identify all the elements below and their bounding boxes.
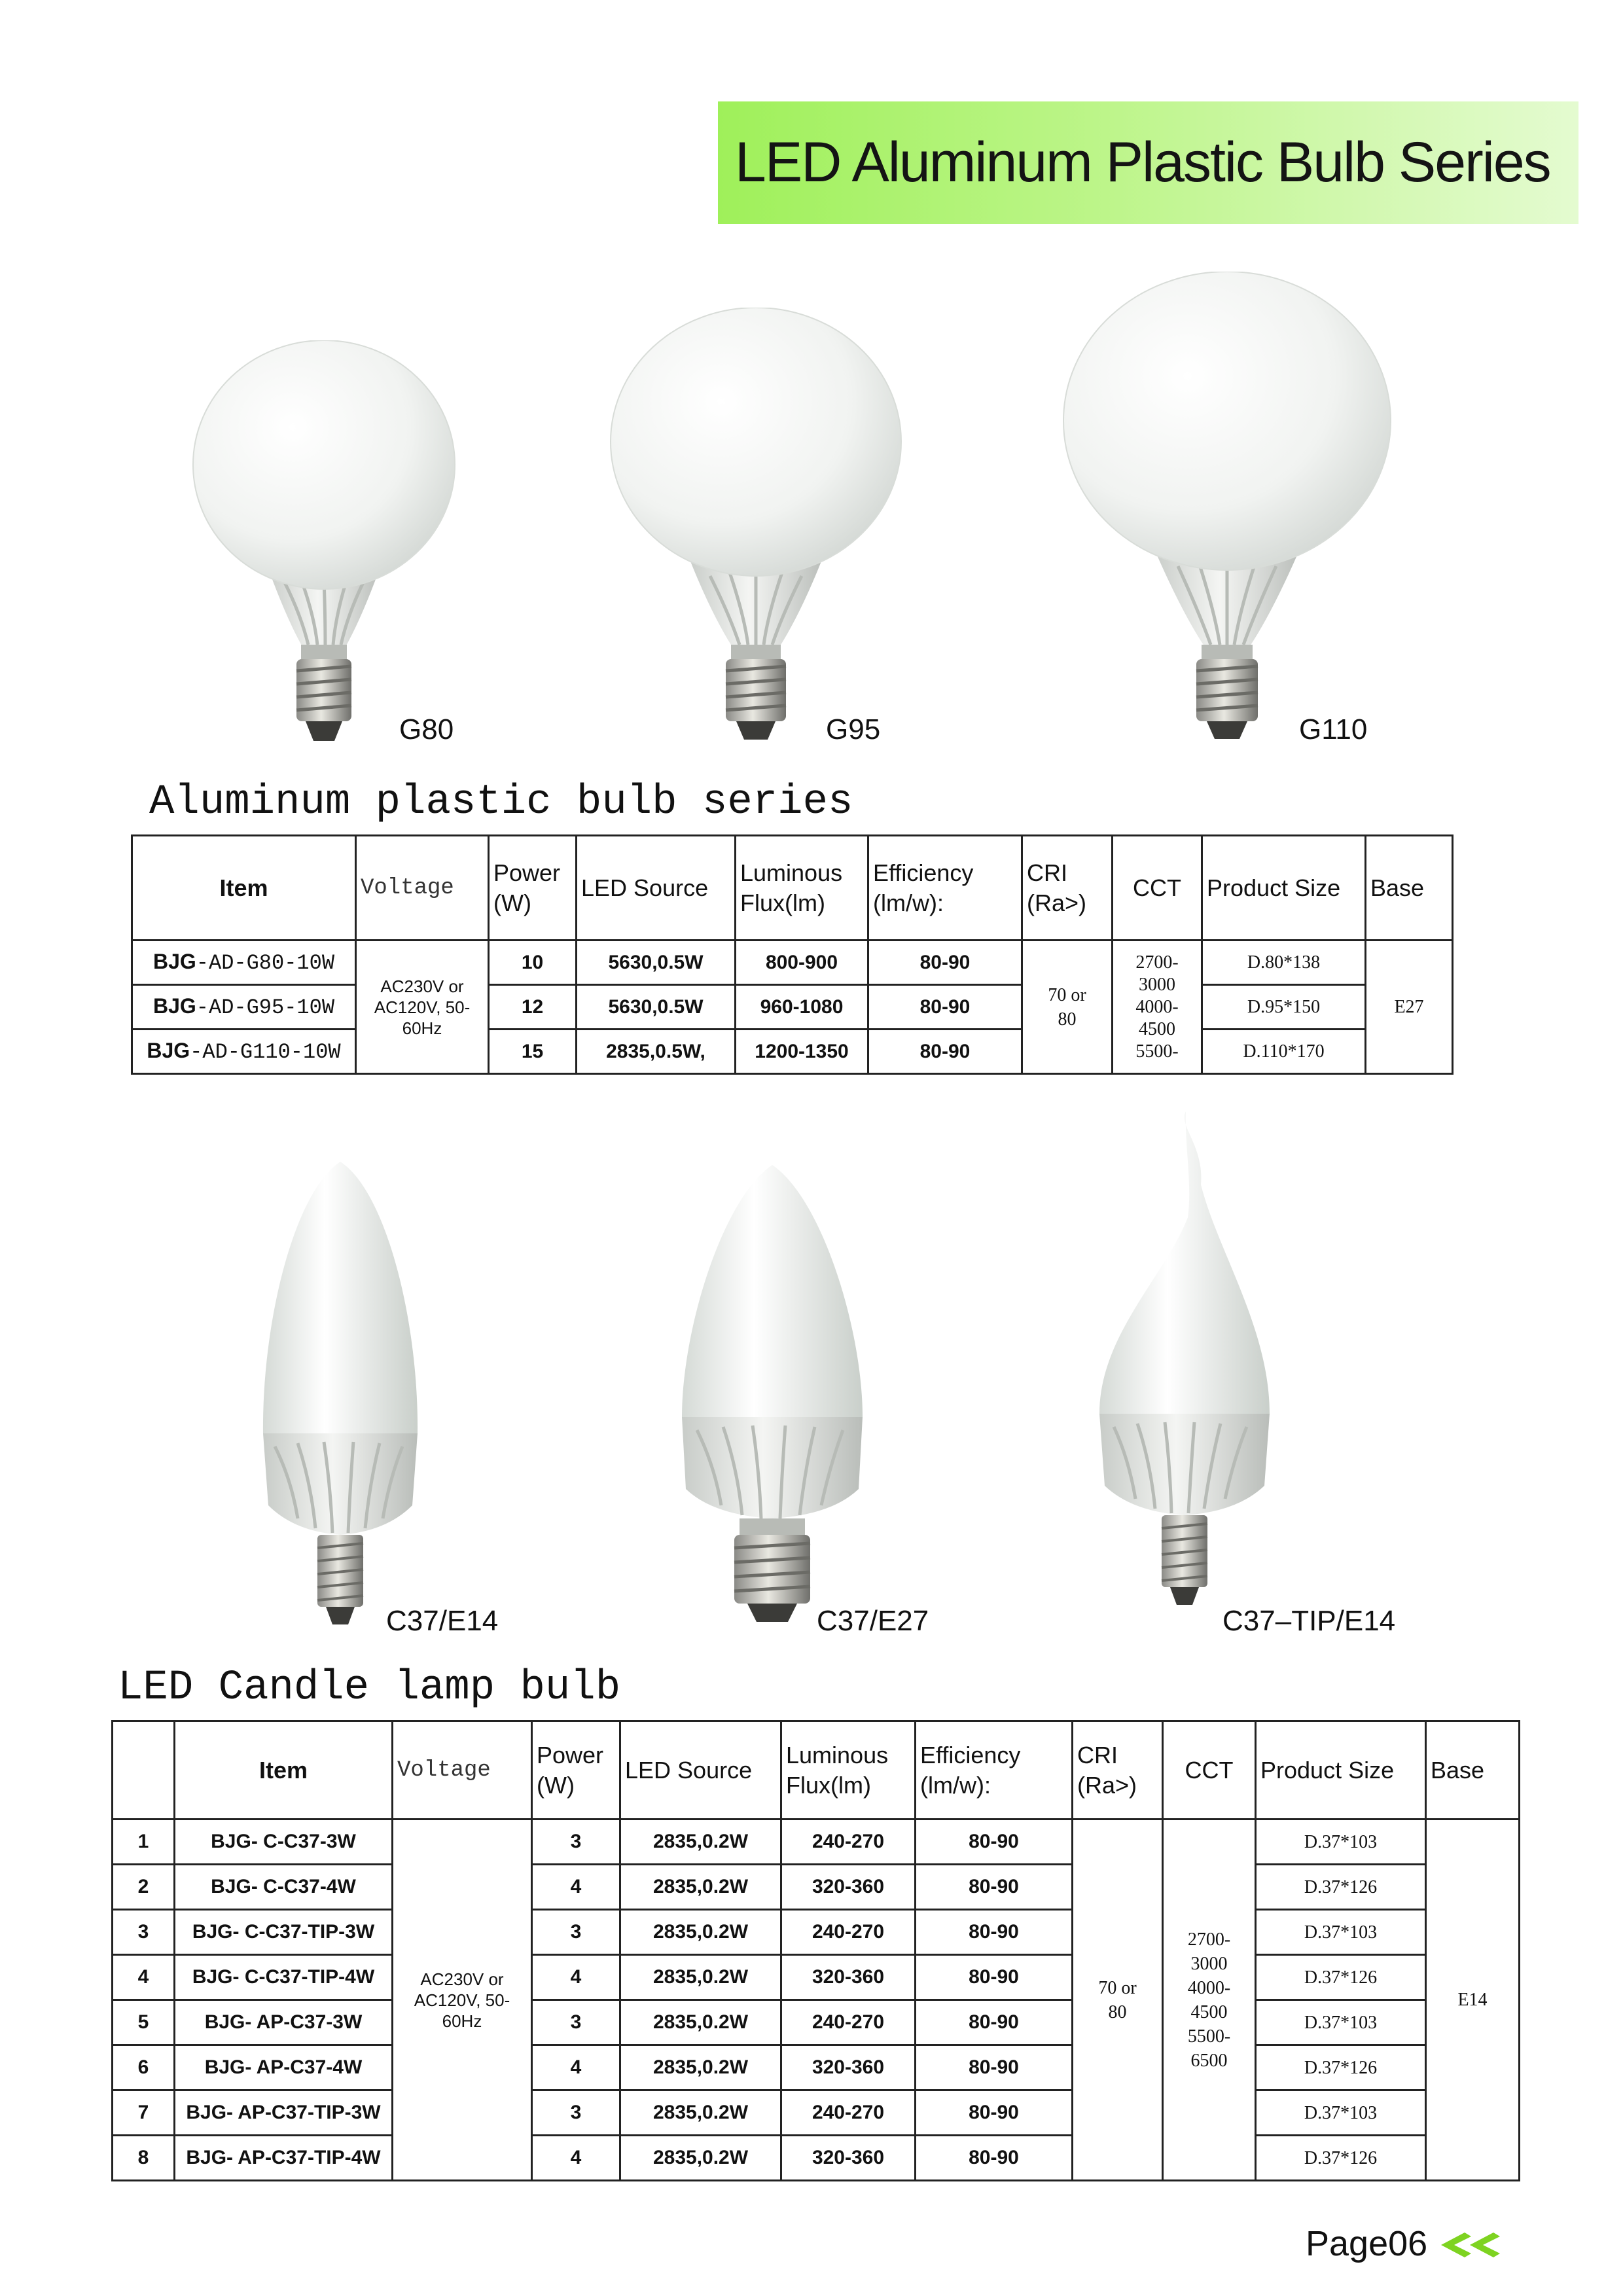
table-row — [113, 1865, 1520, 1910]
header-product-size: Product Size — [1256, 1721, 1426, 1820]
c37-e14-bulb-image — [255, 1152, 425, 1630]
flux-cell: 800-900 — [736, 941, 868, 985]
led-source-cell: 2835,0.2W — [620, 2090, 781, 2136]
row-number: 3 — [113, 1910, 175, 1955]
c37-tip-e14-bulb-image — [1073, 1106, 1289, 1630]
header-luminous-flux: Luminous Flux(lm) — [781, 1721, 916, 1820]
efficiency-cell: 80-90 — [916, 2136, 1073, 2181]
efficiency-cell: 80-90 — [916, 1910, 1073, 1955]
table-header-row — [132, 836, 1453, 941]
header-cct: CCT — [1113, 836, 1202, 941]
efficiency-cell: 80-90 — [916, 2000, 1073, 2045]
header-base: Base — [1366, 836, 1453, 941]
table-row — [132, 1030, 1453, 1074]
size-cell: D.37*103 — [1256, 1910, 1426, 1955]
led-source-cell: 2835,0.2W — [620, 2000, 781, 2045]
efficiency-cell: 80-90 — [916, 2090, 1073, 2136]
item-cell: BJG- C-C37-3W — [175, 1820, 393, 1865]
flux-cell: 240-270 — [781, 1820, 916, 1865]
aluminum-spec-table — [131, 834, 1454, 1075]
led-source-cell: 2835,0.5W, — [577, 1030, 736, 1074]
header-power: Power (W) — [489, 836, 577, 941]
header-voltage: Voltage — [393, 1721, 532, 1820]
table-row — [113, 1910, 1520, 1955]
header-power: Power (W) — [532, 1721, 620, 1820]
size-cell: D.37*126 — [1256, 1865, 1426, 1910]
header-item: Item — [175, 1721, 393, 1820]
power-cell: 4 — [532, 1865, 620, 1910]
item-cell: BJG-AD-G95-10W — [132, 985, 356, 1030]
power-cell: 4 — [532, 1955, 620, 2000]
table-row — [132, 985, 1453, 1030]
size-cell: D.37*126 — [1256, 1955, 1426, 2000]
title-banner — [718, 101, 1578, 224]
header-base: Base — [1426, 1721, 1520, 1820]
item-cell: BJG-AD-G110-10W — [132, 1030, 356, 1074]
efficiency-cell: 80-90 — [916, 1865, 1073, 1910]
header-product-size: Product Size — [1202, 836, 1366, 941]
aluminum-series-title: Aluminum plastic bulb series — [149, 779, 853, 826]
header-cri: CRI (Ra>) — [1022, 836, 1113, 941]
header-index — [113, 1721, 175, 1820]
header-led-source: LED Source — [577, 836, 736, 941]
flux-cell: 320-360 — [781, 1865, 916, 1910]
c37-e27-bulb-image — [674, 1158, 870, 1630]
item-cell: BJG- AP-C37-TIP-4W — [175, 2136, 393, 2181]
size-cell: D.37*126 — [1256, 2136, 1426, 2181]
power-cell: 10 — [489, 941, 577, 985]
c37-e14-label: C37/E14 — [386, 1605, 499, 1637]
c37-tip-e14-label: C37–TIP/E14 — [1222, 1605, 1396, 1637]
size-cell: D.110*170 — [1202, 1030, 1366, 1074]
efficiency-cell: 80-90 — [916, 1820, 1073, 1865]
flux-cell: 320-360 — [781, 1955, 916, 2000]
led-source-cell: 5630,0.5W — [577, 985, 736, 1030]
size-cell: D.37*126 — [1256, 2045, 1426, 2090]
header-efficiency: Efficiency (lm/w): — [868, 836, 1022, 941]
header-item: Item — [132, 836, 356, 941]
voltage-cell: AC230V or AC120V, 50- 60Hz — [393, 1820, 532, 2181]
cri-cell: 70 or 80 — [1022, 941, 1113, 1074]
efficiency-cell: 80-90 — [868, 985, 1022, 1030]
header-led-source: LED Source — [620, 1721, 781, 1820]
power-cell: 3 — [532, 2000, 620, 2045]
base-cell: E14 — [1426, 1820, 1520, 2181]
size-cell: D.37*103 — [1256, 1820, 1426, 1865]
g95-bulb-image — [599, 308, 913, 753]
g110-label: G110 — [1299, 713, 1368, 745]
flux-cell: 240-270 — [781, 2090, 916, 2136]
item-cell: BJG- C-C37-TIP-4W — [175, 1955, 393, 2000]
table-row — [113, 2000, 1520, 2045]
row-number: 7 — [113, 2090, 175, 2136]
led-source-cell: 2835,0.2W — [620, 1820, 781, 1865]
item-cell: BJG-AD-G80-10W — [132, 941, 356, 985]
led-source-cell: 2835,0.2W — [620, 2045, 781, 2090]
row-number: 1 — [113, 1820, 175, 1865]
power-cell: 3 — [532, 2090, 620, 2136]
efficiency-cell: 80-90 — [868, 941, 1022, 985]
header-luminous-flux: Luminous Flux(lm) — [736, 836, 868, 941]
item-cell: BJG- C-C37-TIP-3W — [175, 1910, 393, 1955]
item-cell: BJG- AP-C37-4W — [175, 2045, 393, 2090]
flux-cell: 320-360 — [781, 2136, 916, 2181]
size-cell: D.80*138 — [1202, 941, 1366, 985]
size-cell: D.37*103 — [1256, 2000, 1426, 2045]
efficiency-cell: 80-90 — [916, 2045, 1073, 2090]
candle-spec-table — [111, 1720, 1520, 2181]
cct-cell: 2700- 3000 4000- 4500 5500- 6500 — [1163, 1820, 1256, 2181]
header-efficiency: Efficiency (lm/w): — [916, 1721, 1073, 1820]
flux-cell: 1200-1350 — [736, 1030, 868, 1074]
power-cell: 12 — [489, 985, 577, 1030]
power-cell: 3 — [532, 1820, 620, 1865]
row-number: 8 — [113, 2136, 175, 2181]
led-source-cell: 2835,0.2W — [620, 1910, 781, 1955]
table-row — [113, 1955, 1520, 2000]
led-source-cell: 2835,0.2W — [620, 1955, 781, 2000]
power-cell: 4 — [532, 2045, 620, 2090]
led-source-cell: 2835,0.2W — [620, 1865, 781, 1910]
page-number: Page06 — [1306, 2224, 1428, 2263]
base-cell: E27 — [1366, 941, 1453, 1074]
item-cell: BJG- AP-C37-TIP-3W — [175, 2090, 393, 2136]
page-title: LED Aluminum Plastic Bulb Series — [735, 131, 1550, 194]
double-chevron-left-icon — [1433, 2230, 1505, 2263]
table-row — [113, 2045, 1520, 2090]
item-cell: BJG- AP-C37-3W — [175, 2000, 393, 2045]
table-row — [132, 941, 1453, 985]
efficiency-cell: 80-90 — [868, 1030, 1022, 1074]
table-header-row — [113, 1721, 1520, 1820]
table-row — [113, 2136, 1520, 2181]
candle-series-title: LED Candle lamp bulb — [118, 1664, 621, 1712]
table-row — [113, 2090, 1520, 2136]
efficiency-cell: 80-90 — [916, 1955, 1073, 2000]
cri-cell: 70 or 80 — [1073, 1820, 1163, 2181]
led-source-cell: 5630,0.5W — [577, 941, 736, 985]
row-number: 4 — [113, 1955, 175, 2000]
size-cell: D.37*103 — [1256, 2090, 1426, 2136]
voltage-cell: AC230V or AC120V, 50- 60Hz — [356, 941, 489, 1074]
flux-cell: 320-360 — [781, 2045, 916, 2090]
g80-bulb-image — [187, 340, 461, 759]
size-cell: D.95*150 — [1202, 985, 1366, 1030]
header-voltage: Voltage — [356, 836, 489, 941]
led-source-cell: 2835,0.2W — [620, 2136, 781, 2181]
item-cell: BJG- C-C37-4W — [175, 1865, 393, 1910]
row-number: 2 — [113, 1865, 175, 1910]
table-row — [113, 1820, 1520, 1865]
header-cri: CRI (Ra>) — [1073, 1721, 1163, 1820]
g95-label: G95 — [826, 713, 881, 745]
g110-bulb-image — [1054, 272, 1400, 753]
flux-cell: 240-270 — [781, 1910, 916, 1955]
cct-cell: 2700- 3000 4000- 4500 5500- — [1113, 941, 1202, 1074]
flux-cell: 960-1080 — [736, 985, 868, 1030]
g80-label: G80 — [399, 713, 454, 745]
row-number: 6 — [113, 2045, 175, 2090]
power-cell: 3 — [532, 1910, 620, 1955]
power-cell: 4 — [532, 2136, 620, 2181]
row-number: 5 — [113, 2000, 175, 2045]
power-cell: 15 — [489, 1030, 577, 1074]
c37-e27-label: C37/E27 — [817, 1605, 929, 1637]
flux-cell: 240-270 — [781, 2000, 916, 2045]
header-cct: CCT — [1163, 1721, 1256, 1820]
